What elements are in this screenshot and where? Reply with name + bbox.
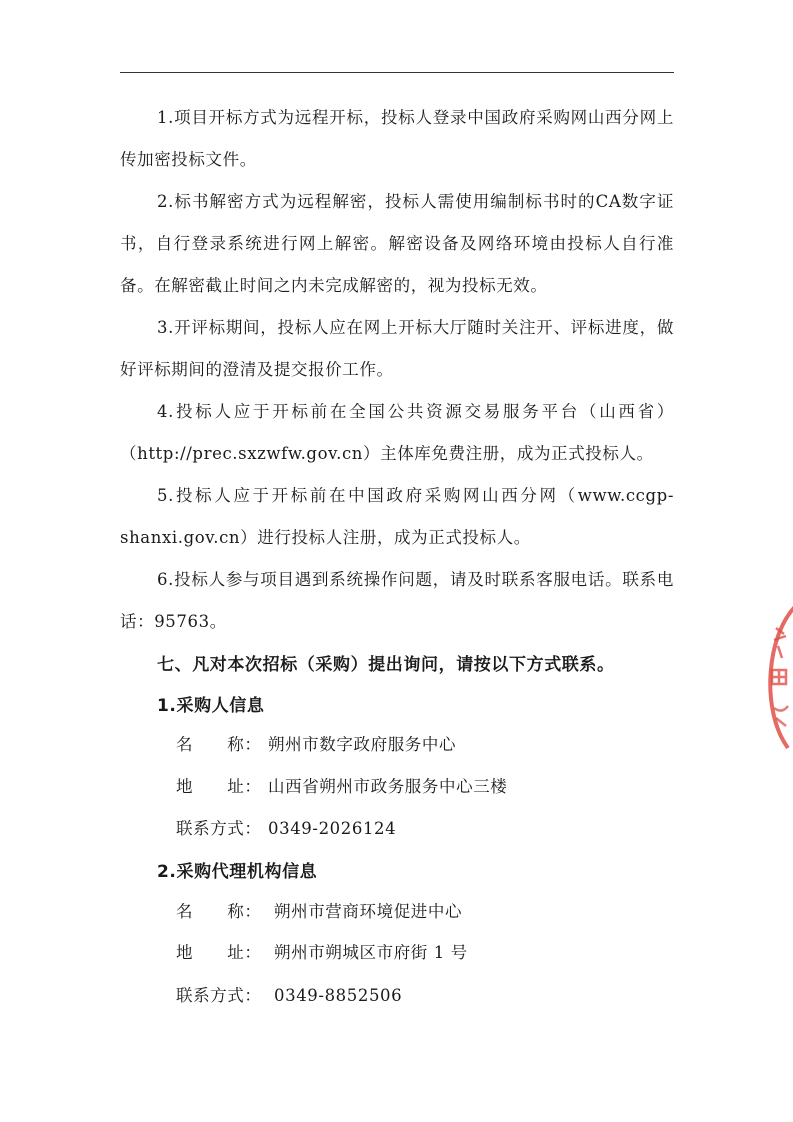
purchaser-contact-value: 0349-2026124 bbox=[268, 819, 397, 838]
agency-address-row bbox=[176, 939, 468, 963]
agency-address-value: 朔州市朔城区市府街 1 号 bbox=[274, 943, 468, 962]
paragraph-5: 5.投标人应于开标前在中国政府采购网山西分网（www.ccgp-shanxi.gov.cn）进行投标人注册，成为正式投标人。 bbox=[120, 486, 674, 547]
agency-address-label: 地 址： bbox=[176, 943, 262, 962]
header-rule bbox=[120, 72, 674, 73]
purchaser-contact-row bbox=[176, 815, 396, 839]
purchaser-address-value: 山西省朔州市政务服务中心三楼 bbox=[268, 777, 508, 796]
purchaser-name-value: 朔州市数字政府服务中心 bbox=[268, 735, 457, 754]
paragraph-2: 2.标书解密方式为远程解密，投标人需使用编制标书时的CA数字证书，自行登录系统进行网上解密。解密设备及网络环境由投标人自行准备。在解密截止时间之内未完成解密的，视为投标无效。 bbox=[120, 192, 674, 295]
paragraph-1: 1.项目开标方式为远程开标，投标人登录中国政府采购网山西分网上传加密投标文件。 bbox=[120, 108, 674, 169]
purchaser-contact-label: 联系方式： bbox=[176, 819, 262, 838]
agency-contact-value: 0349-8852506 bbox=[274, 986, 403, 1005]
purchaser-heading: 1.采购人信息 bbox=[157, 696, 265, 716]
official-seal-fragment bbox=[760, 600, 793, 750]
agency-contact-row bbox=[176, 982, 402, 1006]
purchaser-address-row bbox=[176, 773, 507, 797]
paragraph-3: 3.开评标期间，投标人应在网上开标大厅随时关注开、评标进度，做好评标期间的澄清及提交报价工作。 bbox=[120, 318, 674, 379]
paragraph-6: 6.投标人参与项目遇到系统操作问题，请及时联系客服电话。联系电话：95763。 bbox=[120, 570, 674, 631]
agency-heading: 2.采购代理机构信息 bbox=[157, 862, 318, 882]
purchaser-name-row bbox=[176, 731, 456, 755]
section-title: 七、凡对本次招标（采购）提出询问，请按以下方式联系。 bbox=[157, 655, 615, 675]
agency-name-row bbox=[176, 898, 462, 922]
purchaser-address-label: 地 址： bbox=[176, 777, 262, 796]
agency-name-value: 朔州市营商环境促进中心 bbox=[274, 902, 463, 921]
seal-stamp-icon bbox=[760, 600, 793, 750]
purchaser-name-label: 名 称： bbox=[176, 735, 262, 754]
agency-contact-label: 联系方式： bbox=[176, 986, 262, 1005]
paragraph-4: 4.投标人应于开标前在全国公共资源交易服务平台（山西省）（http://prec.sxzwfw.gov.cn）主体库免费注册，成为正式投标人。 bbox=[120, 402, 674, 463]
agency-name-label: 名 称： bbox=[176, 902, 262, 921]
